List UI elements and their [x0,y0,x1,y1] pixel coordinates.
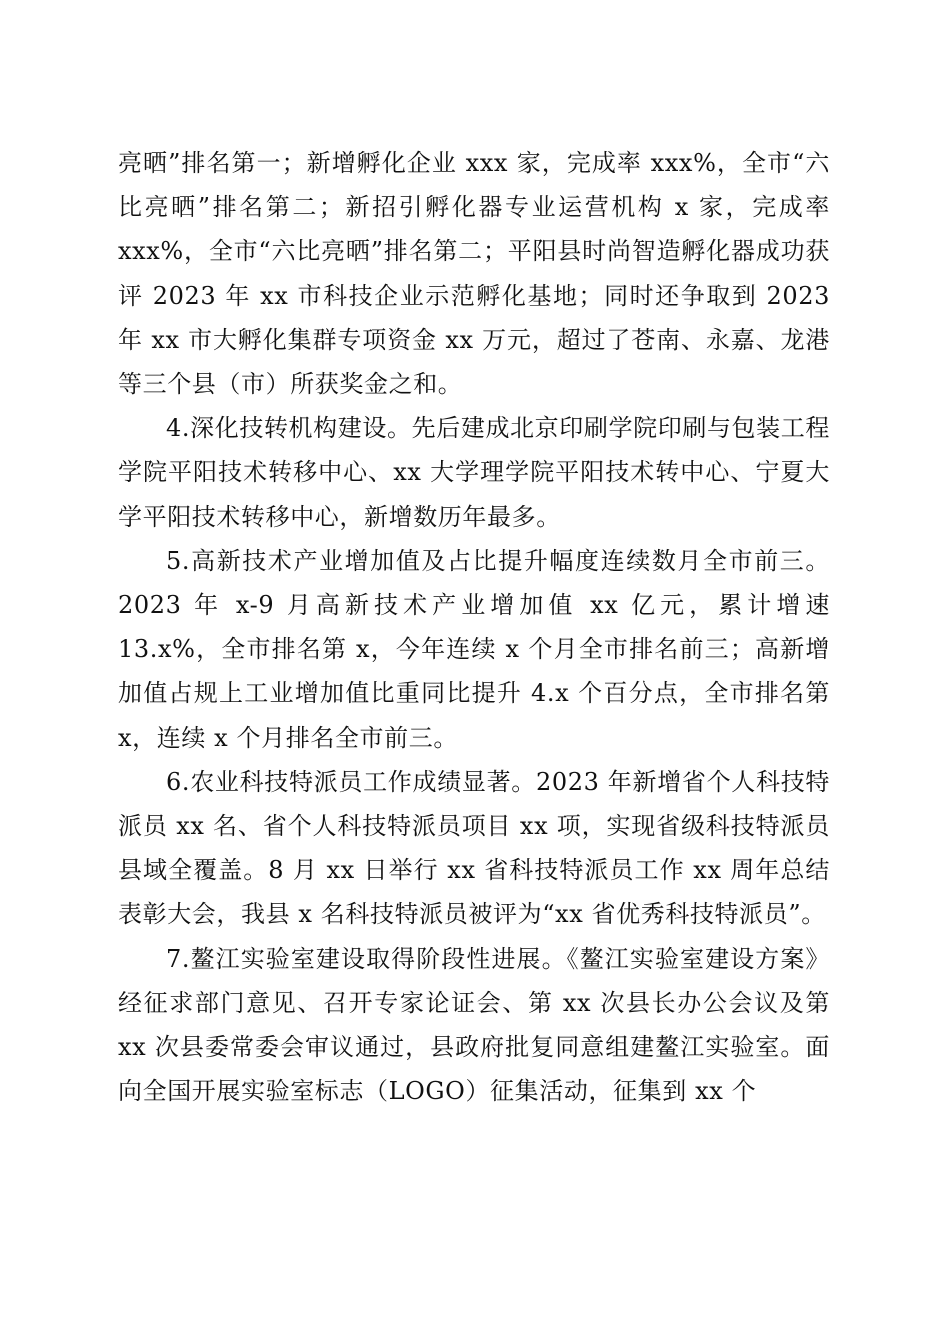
paragraph-item-7: 7.鳌江实验室建设取得阶段性进展。《鳌江实验室建设方案》经征求部门意见、召开专家论证会、第 xx 次县长办公会议及第 xx 次县委常委会审议通过，县政府批复同意组建鳌江实验室。面向全国开展实验室标志（LOGO）征集活动，征集到 xx 个 [118,944,830,1106]
document-body [118,141,830,1113]
paragraph-item-6: 6.农业科技特派员工作成绩显著。2023 年新增省个人科技特派员 xx 名、省个人科技特派员项目 xx 项，实现省级科技特派员县域全覆盖。8 月 xx 日举行 xx 省科技特派员工作 xx 周年总结表彰大会，我县 x 名科技特派员被评为“xx 省优秀科技特派员”。 [118,767,830,929]
paragraph-continuation: 亮晒”排名第一；新增孵化企业 xxx 家，完成率 xxx%，全市“六比亮晒”排名第二；新招引孵化器专业运营机构 x 家，完成率 xxx%，全市“六比亮晒”排名第二；平阳县时尚智造孵化器成功获评 2023 年 xx 市科技企业示范孵化基地；同时还争取到 2023 年 xx 市大孵化集群专项资金 xx 万元，超过了苍南、永嘉、龙港等三个县（市）所获奖金之和。 [118,149,830,399]
paragraph-item-4: 4.深化技转机构建设。先后建成北京印刷学院印刷与包装工程学院平阳技术转移中心、xx 大学理学院平阳技术转中心、宁夏大学平阳技术转移中心，新增数历年最多。 [118,414,830,531]
paragraph-item-5: 5.高新技术产业增加值及占比提升幅度连续数月全市前三。2023 年 x-9 月高新技术产业增加值 xx 亿元，累计增速 13.x%，全市排名第 x，今年连续 x 个月全市排名前三；高新增加值占规上工业增加值比重同比提升 4.x 个百分点，全市排名第 x，连续 x 个月排名全市前三。 [118,546,830,752]
